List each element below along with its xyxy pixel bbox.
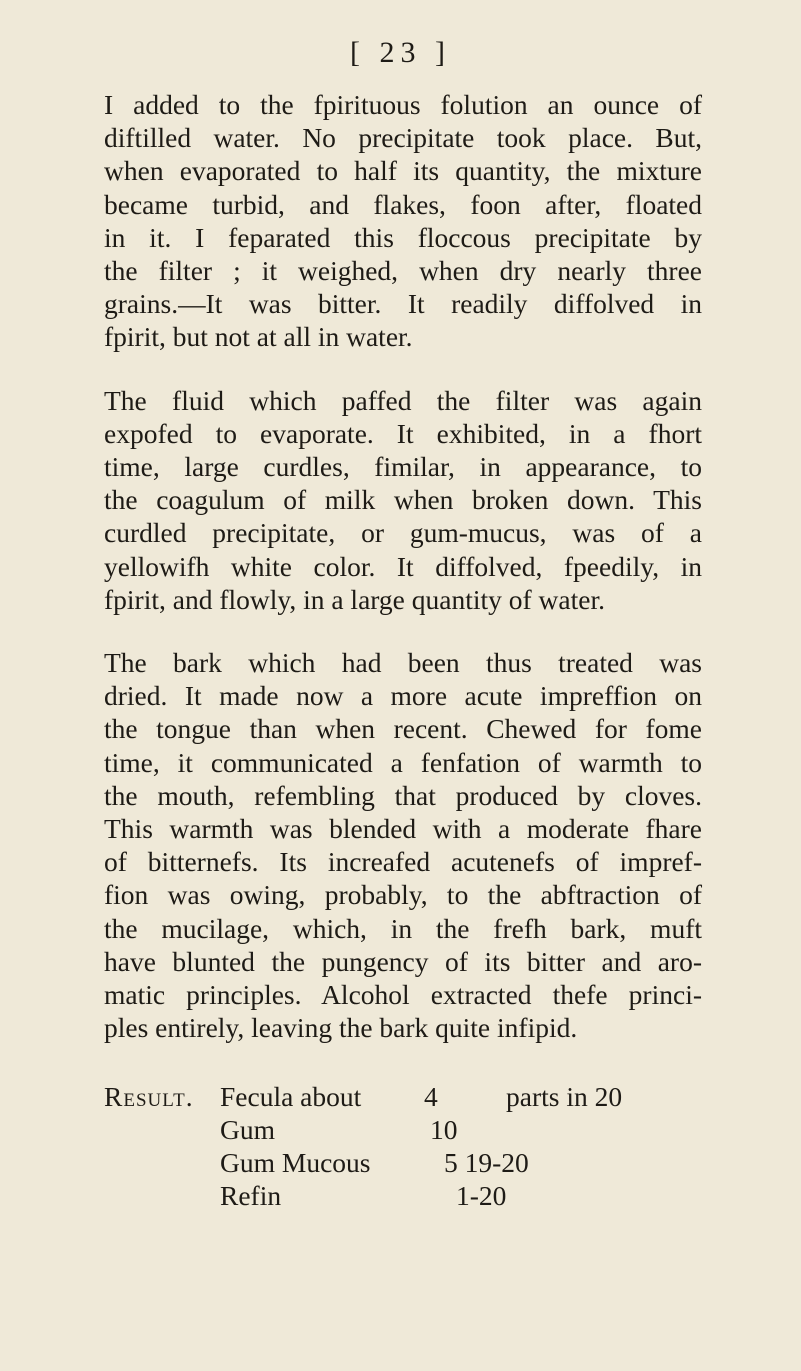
text-line: have blunted the pungency of its bitter and aro- — [104, 945, 702, 977]
text-line: ples entirely, leaving the bark quite infipid. — [104, 1012, 578, 1044]
result-row — [104, 1146, 704, 1179]
paragraph-1 — [104, 88, 702, 354]
text-line: The bark which had been thus treated was — [104, 647, 702, 679]
result-name: Gum — [220, 1114, 275, 1145]
text-line: fion was owing, probably, to the abftraction of — [104, 879, 702, 911]
result-name: Gum Mucous — [220, 1147, 371, 1178]
text-line: fpirit, but not at all in water. — [104, 321, 413, 353]
text-line: of bitternefs. Its increafed acutenefs of impref- — [104, 846, 702, 878]
text-line: in it. I feparated this floccous precipitate by — [104, 221, 702, 253]
text-line: The fluid which paffed the filter was again — [104, 384, 702, 416]
text-line: the tongue than when recent. Chewed for fome — [104, 713, 702, 745]
text-line: This warmth was blended with a moderate fhare — [104, 813, 702, 845]
text-line: diftilled water. No precipitate took place. But, — [104, 122, 702, 154]
text-line: time, large curdles, fimilar, in appearance, to — [104, 451, 702, 483]
text-line: the coagulum of milk when broken down. This — [104, 484, 702, 516]
text-line: dried. It made now a more acute impreffion on — [104, 680, 702, 712]
text-line: when evaporated to half its quantity, the mixture — [104, 155, 702, 187]
text-line: grains.—It was bitter. It readily diffolved in — [104, 288, 702, 320]
result-row — [104, 1113, 704, 1146]
text-line: became turbid, and flakes, foon after, floated — [104, 188, 702, 220]
result-row — [104, 1179, 704, 1212]
text-line: yellowifh white color. It diffolved, fpeedily, in — [104, 550, 702, 582]
text-line: fpirit, and flowly, in a large quantity of water. — [104, 583, 605, 615]
text-line: expofed to evaporate. It exhibited, in a fhort — [104, 417, 702, 449]
paragraph-2 — [104, 384, 702, 616]
text-line: I added to the fpirituous folution an ounce of — [104, 89, 702, 120]
text-line: the mouth, refembling that produced by cloves. — [104, 779, 702, 811]
result-value: 10 — [430, 1114, 458, 1145]
body-text — [104, 88, 702, 1074]
paragraph-3 — [104, 646, 702, 1044]
text-line: the mucilage, which, in the frefh bark, muft — [104, 912, 702, 944]
result-value: 1-20 — [456, 1180, 507, 1211]
result-row — [104, 1080, 704, 1113]
result-name: Fecula about — [220, 1081, 362, 1112]
text-line: the filter ; it weighed, when dry nearly three — [104, 255, 702, 287]
result-value: 4 — [424, 1081, 438, 1112]
result-label: Result. — [104, 1081, 194, 1112]
text-line: curdled precipitate, or gum-mucus, was of a — [104, 517, 702, 549]
page-number: [ 23 ] — [350, 36, 451, 69]
result-note: parts in 20 — [506, 1081, 623, 1112]
result-name: Refin — [220, 1180, 282, 1211]
result-value: 5 19-20 — [444, 1147, 529, 1178]
text-line: time, it communicated a fenfation of warmth to — [104, 746, 702, 778]
text-line: matic principles. Alcohol extracted thefe princi- — [104, 979, 702, 1011]
